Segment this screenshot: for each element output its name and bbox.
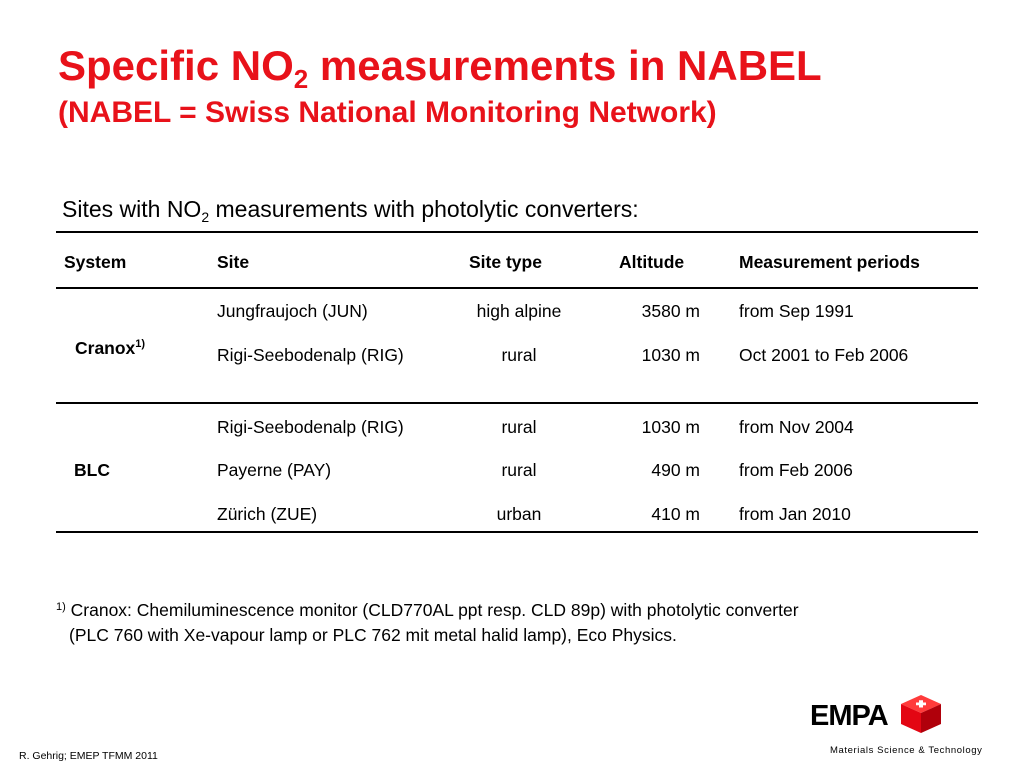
table-bottom-rule bbox=[56, 531, 978, 533]
title-text-after: measurements in NABEL bbox=[308, 42, 822, 89]
author-credit: R. Gehrig; EMEP TFMM 2011 bbox=[19, 750, 158, 762]
footnote-marker: 1) bbox=[56, 601, 66, 613]
header-site-type: Site type bbox=[469, 252, 542, 272]
cell-site: Payerne (PAY) bbox=[217, 460, 332, 480]
cell-altitude: 1030 m bbox=[641, 417, 700, 437]
cell-altitude: 3580 m bbox=[641, 301, 700, 321]
intro-text-before: Sites with NO bbox=[62, 196, 202, 222]
cell-period: Oct 2001 to Feb 2006 bbox=[739, 345, 909, 365]
slide-subtitle: (NABEL = Swiss National Monitoring Network) bbox=[58, 96, 717, 129]
cell-site: Rigi-Seebodenalp (RIG) bbox=[217, 417, 404, 437]
intro-text bbox=[62, 194, 639, 224]
header-altitude: Altitude bbox=[619, 252, 685, 272]
cell-site: Jungfraujoch (JUN) bbox=[217, 301, 368, 321]
cell-period: from Feb 2006 bbox=[739, 460, 853, 480]
cell-period: from Nov 2004 bbox=[739, 417, 854, 437]
cell-site-type: rural bbox=[501, 417, 537, 437]
footnote-line2: (PLC 760 with Xe-vapour lamp or PLC 762 mit metal halid lamp), Eco Physics. bbox=[69, 625, 677, 645]
cell-altitude: 1030 m bbox=[641, 345, 700, 365]
cell-altitude: 490 m bbox=[651, 460, 700, 480]
cell-period: from Jan 2010 bbox=[739, 504, 851, 524]
header-measurement-periods: Measurement periods bbox=[739, 252, 920, 272]
table-header-rule bbox=[56, 287, 978, 289]
cell-altitude: 410 m bbox=[651, 504, 700, 524]
swiss-cube-icon bbox=[899, 694, 943, 734]
table-top-rule bbox=[56, 231, 978, 233]
header-site: Site bbox=[217, 252, 250, 272]
cell-site: Rigi-Seebodenalp (RIG) bbox=[217, 345, 404, 365]
title-text-before: Specific NO bbox=[58, 42, 294, 89]
cell-period: from Sep 1991 bbox=[739, 301, 854, 321]
system-blc: BLC bbox=[74, 460, 110, 480]
logo-wordmark: EMPA bbox=[810, 700, 888, 732]
logo-tagline: Materials Science & Technology bbox=[830, 745, 983, 756]
title-subscript: 2 bbox=[293, 64, 309, 94]
footnote-ref: 1) bbox=[135, 338, 146, 350]
table-group-divider bbox=[56, 402, 978, 404]
cell-site-type: high alpine bbox=[476, 301, 562, 321]
slide-title bbox=[58, 42, 822, 94]
system-cranox-label: Cranox bbox=[75, 338, 136, 358]
intro-subscript: 2 bbox=[201, 209, 210, 225]
footnote-line1: Cranox: Chemiluminescence monitor (CLD770AL ppt resp. CLD 89p) with photolytic converter bbox=[65, 600, 799, 620]
intro-text-after: measurements with photolytic converters: bbox=[209, 196, 639, 222]
cell-site-type: rural bbox=[501, 345, 537, 365]
cell-site: Zürich (ZUE) bbox=[217, 504, 318, 524]
cell-site-type: urban bbox=[496, 504, 542, 524]
cell-site-type: rural bbox=[501, 460, 537, 480]
header-system: System bbox=[64, 252, 127, 272]
footnote bbox=[56, 598, 799, 648]
empa-logo bbox=[810, 694, 942, 736]
system-cranox bbox=[75, 337, 145, 359]
